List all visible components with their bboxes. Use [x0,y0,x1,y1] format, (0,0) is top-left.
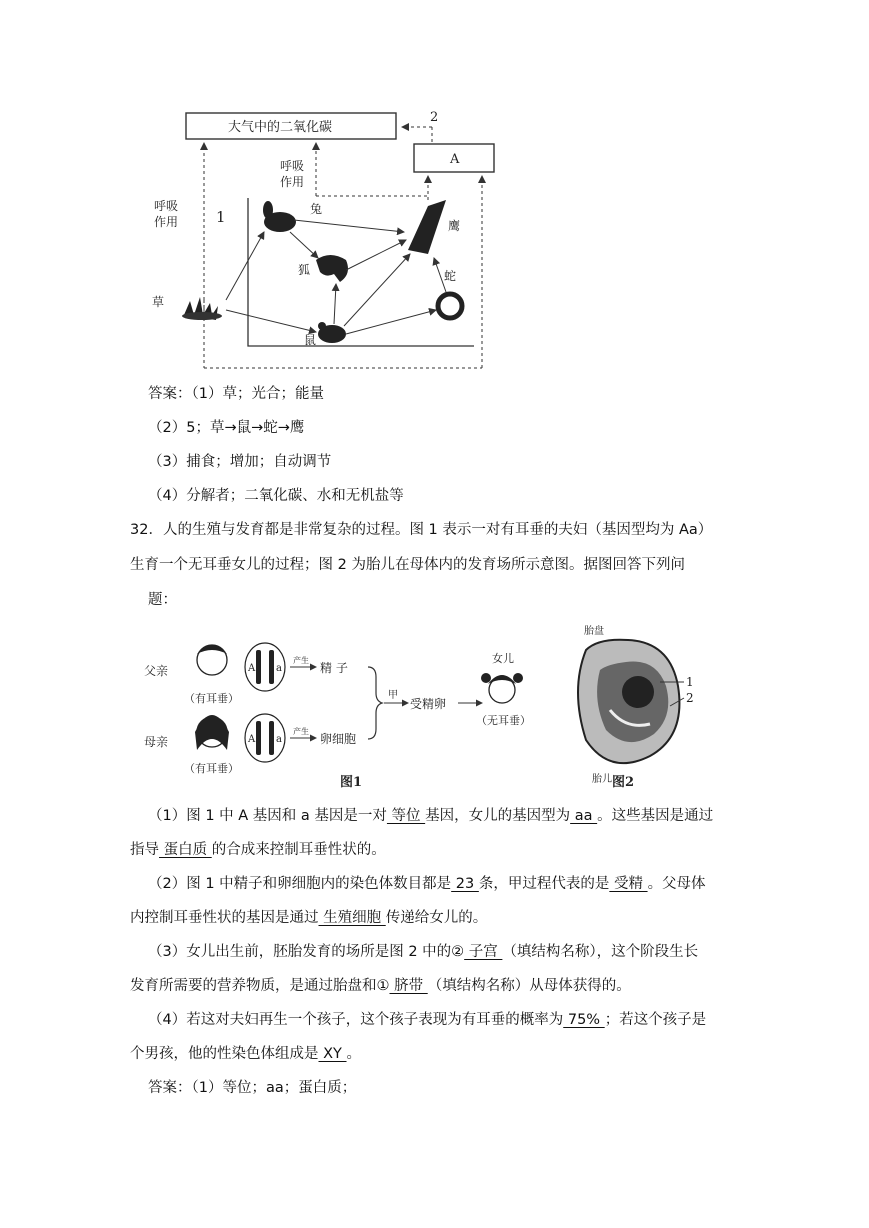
sub2-text-5: 传递给女儿的。 [385,910,488,926]
figure2-caption: 图2 [612,775,635,790]
sub4-text-1: （4）若这对夫妇再生一个孩子，这个孩子表现为有耳垂的概率为 [148,1012,564,1028]
rabbit-label: 兔 [310,202,323,216]
sub2-text-4: 内控制耳垂性状的基因是通过 [130,910,319,926]
answer31-line4: （4）分解者；二氧化碳、水和无机盐等 [148,488,404,504]
father-produce-label: 产生 [293,656,309,665]
label-2: 2 [430,110,439,125]
mother-gene-upper: A [248,734,256,745]
sub1-text-5: 的合成来控制耳垂性状的。 [211,842,386,858]
sub2-answer-count: 23 [451,876,479,892]
fetus-label: 胎儿 [592,774,612,785]
grass-label: 草 [152,295,165,309]
sperm-label: 精 子 [320,661,348,675]
sub4-line2 [130,1044,361,1064]
respiration-label-left-2: 作用 [154,215,179,229]
sub2-text-1: （2）图 1 中精子和卵细胞内的染色体数目都是 [148,876,452,892]
mouse-label: 鼠 [304,333,317,347]
grass-icon [182,297,222,320]
mother-label: 母亲 [144,735,169,749]
respiration-label-left-1: 呼吸 [154,199,179,213]
sub2-answer-fertilization: 受精 [609,876,648,892]
sub1-text-3: 。这些基因是通过 [597,808,714,824]
atmosphere-co2-label: 大气中的二氧化碳 [228,120,333,135]
sub3-line2 [130,976,631,996]
sub2-text-2: 条，甲过程代表的是 [478,876,610,892]
decomposer-a-label: A [450,152,460,167]
mouse-icon [318,322,346,343]
sub2-line1 [148,874,706,894]
sub3-text-1: （3）女儿出生前，胚胎发育的场所是图 2 中的② [148,944,465,960]
father-trait: （有耳垂） [184,692,239,705]
fox-icon [316,255,348,282]
fox-label: 狐 [298,263,311,277]
father-face-icon [197,645,227,675]
sub2-line2 [130,908,487,928]
sub4-answer-chromosomes: XY [318,1046,347,1062]
mother-gene-lower: a [276,734,282,745]
answer31-line1: 答案：（1）草；光合；能量 [148,386,324,402]
sub1-answer-genotype: aa [570,808,598,824]
sub3-text-3: 发育所需要的营养物质，是通过胎盘和① [130,978,390,994]
reproduction-figure [140,620,700,798]
placenta-label: 胎盘 [584,626,604,637]
sub4-text-4: 。 [346,1046,362,1062]
answer31-line3: （3）捕食；增加；自动调节 [148,454,332,470]
sub3-line1 [148,942,698,962]
snake-label: 蛇 [444,269,457,283]
daughter-label: 女儿 [492,652,514,665]
sub3-text-2: （填结构名称），这个阶段生长 [502,944,699,960]
sub1-text-2: 基因，女儿的基因型为 [425,808,571,824]
snake-icon [438,294,462,318]
hawk-label: 鹰 [448,219,461,233]
sub1-line1 [148,806,713,826]
q32-line3: 题： [148,592,177,608]
sub4-text-2: ；若这个孩子是 [604,1012,707,1028]
daughter-trait: （无耳垂） [476,714,531,727]
hawk-icon [408,200,446,254]
father-gene-upper: A [248,663,256,674]
label-n1: 1 [686,675,694,689]
sub1-text-4: 指导 [130,842,159,858]
uterus-fetus-icon [578,640,679,763]
mother-face-icon [195,715,229,750]
zygote-label: 受精卵 [410,697,447,711]
q32-line1: 32．人的生殖与发育都是非常复杂的过程。图 1 表示一对有耳垂的夫妇（基因型均为 Aa） [130,522,713,538]
answer32-line1: 答案：（1）等位；aa；蛋白质； [148,1080,357,1096]
answer31-line2: （2）5；草→鼠→蛇→鹰 [148,420,305,436]
sub4-line1 [148,1010,706,1030]
respiration-label-middle-1: 呼吸 [280,159,305,173]
sub2-text-3: 。父母体 [647,876,706,892]
sub2-answer-germcell: 生殖细胞 [318,910,386,926]
respiration-label-middle-2: 作用 [280,175,305,189]
mother-produce-label: 产生 [293,727,309,736]
figure1-caption: 图1 [340,775,363,790]
label-1: 1 [216,208,226,226]
sub4-answer-probability: 75% [563,1012,605,1028]
sub4-text-3: 个男孩，他的性染色体组成是 [130,1046,319,1062]
food-web-figure [140,100,520,375]
father-label: 父亲 [144,664,169,678]
sub1-answer-allele: 等位 [386,808,426,824]
sub3-answer-uterus: 子宫 [464,944,503,960]
mother-trait: （有耳垂） [184,762,239,775]
egg-label: 卵细胞 [320,732,357,746]
sub1-text-1: （1）图 1 中 A 基因和 a 基因是一对 [148,808,387,824]
q32-line2: 生育一个无耳垂女儿的过程；图 2 为胎儿在母体内的发育场所示意图。据图回答下列问 [130,557,685,573]
label-n2: 2 [686,691,694,705]
daughter-face-icon [481,673,523,703]
sub1-line2 [130,840,386,860]
sub1-answer-protein: 蛋白质 [159,842,212,858]
process-jia-label: 甲 [388,690,398,701]
sub3-answer-umbilical: 脐带 [389,978,428,994]
rabbit-icon [263,201,296,232]
father-gene-lower: a [276,663,282,674]
sub3-text-4: （填结构名称）从母体获得的。 [427,978,631,994]
